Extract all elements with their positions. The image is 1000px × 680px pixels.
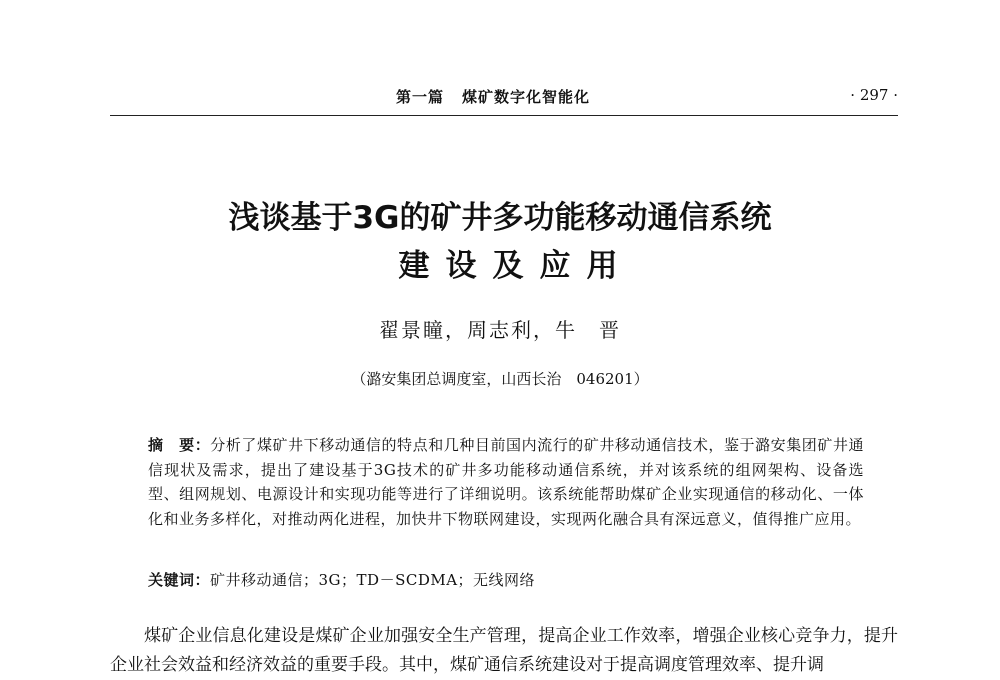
paper-title-line-2: 建设及应用: [398, 248, 634, 284]
part-label: 第一篇: [396, 88, 445, 106]
keywords-text: 矿井移动通信；3G；TD－SCDMA；无线网络: [210, 571, 536, 589]
keywords-label: 关键词：: [148, 571, 211, 589]
running-header: [110, 86, 898, 112]
affiliation: （潞安集团总调度室，山西长治 046201）: [351, 370, 649, 388]
keywords: [148, 569, 864, 590]
page-number: · 297 ·: [850, 86, 898, 104]
running-header-section: [396, 86, 590, 107]
authors: 翟景瞳，周志利，牛 晋: [379, 318, 621, 342]
header-rule: [110, 115, 898, 116]
paper-title-line-1: 浅谈基于3G的矿井多功能移动通信系统: [228, 200, 772, 236]
section-label: 煤矿数字化智能化: [462, 88, 591, 106]
abstract-label: 摘 要：: [148, 436, 211, 454]
abstract: [148, 433, 864, 531]
abstract-text: 分析了煤矿井下移动通信的特点和几种目前国内流行的矿井移动通信技术，鉴于潞安集团矿井通信现状及需求，提出了建设基于3G技术的矿井多功能移动通信系统，并对该系统的组网架构、设备选型、组网规划、电源设计和实现功能等进行了详细说明。该系统能帮助煤矿企业实现通信的移动化、一体化和业务多样化，对推动两化进程，加快井下物联网建设，实现两化融合具有深远意义，值得推广应用。: [148, 436, 864, 528]
body-paragraph: 煤矿企业信息化建设是煤矿企业加强安全生产管理，提高企业工作效率，增强企业核心竞争力，提升企业社会效益和经济效益的重要手段。其中，煤矿通信系统建设对于提高调度管理效率、提升调: [110, 626, 898, 675]
